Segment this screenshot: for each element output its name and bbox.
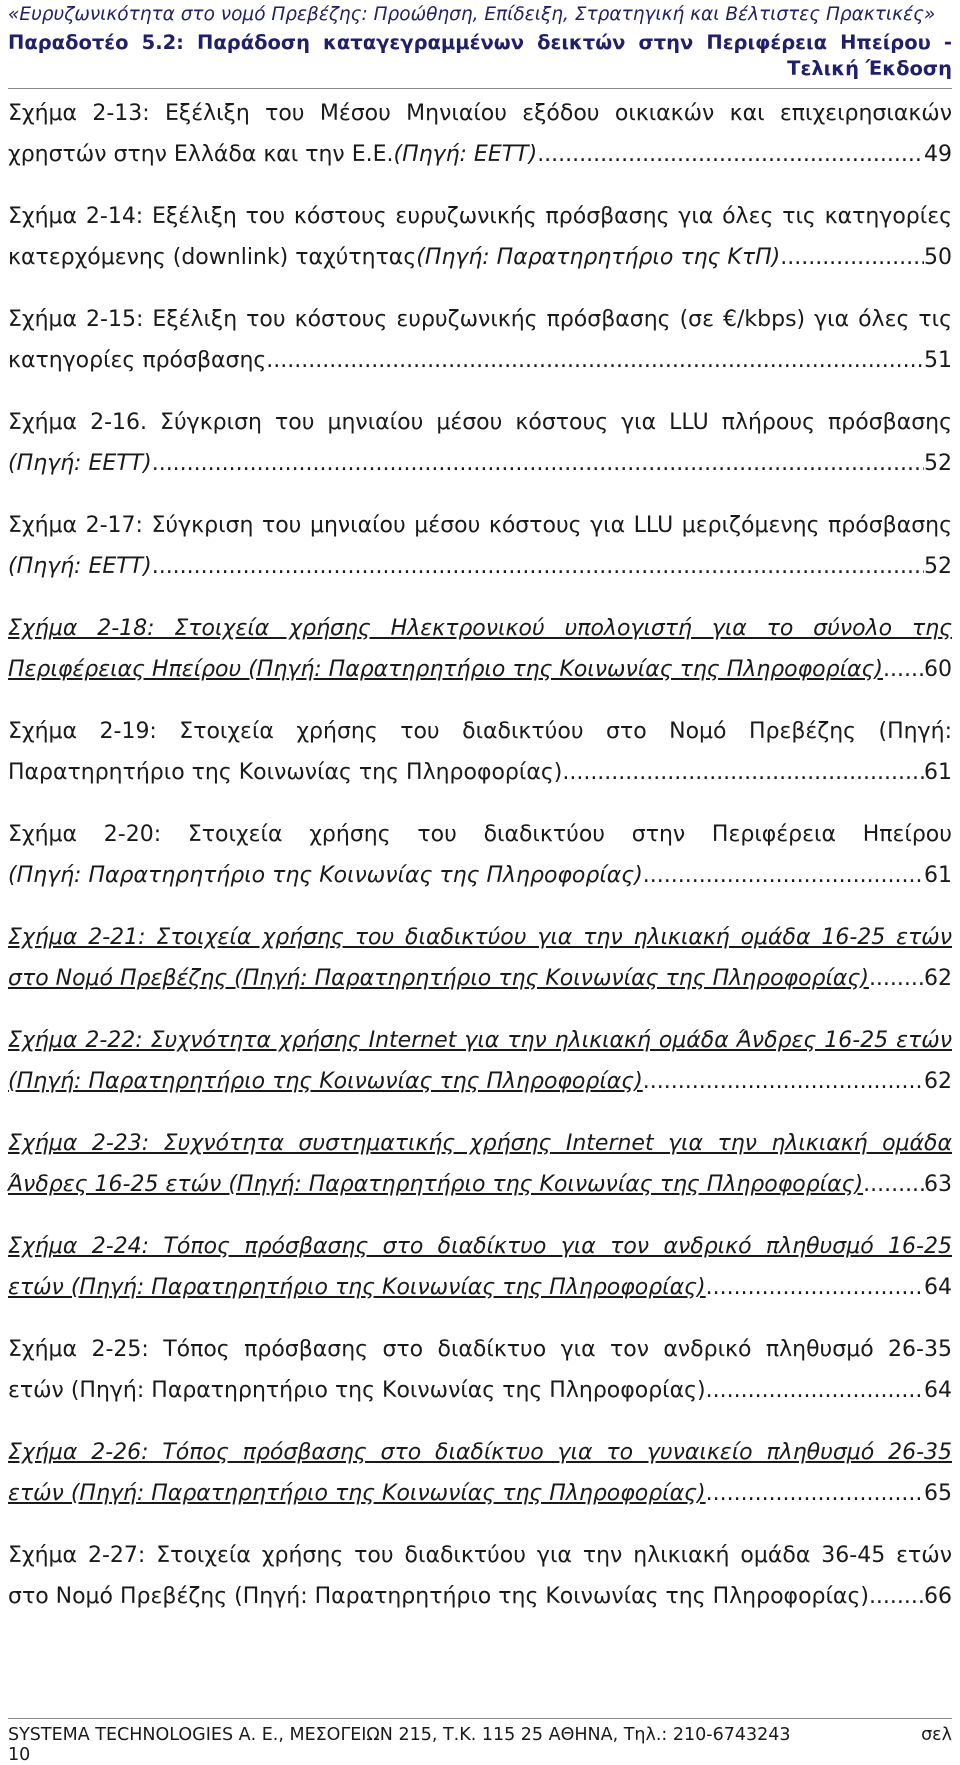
toc-entry-line — [8, 1123, 952, 1164]
toc-page-number[interactable]: 62 — [924, 966, 952, 991]
toc-entry-line — [8, 1432, 952, 1473]
footer-page-number: 10 — [8, 1745, 31, 1765]
toc-entry-caption: ετών (Πηγή: Παρατηρητήριο της Κοινωνίας της Πληροφορίας) — [8, 1275, 706, 1300]
toc-entry-last-line — [8, 1576, 952, 1617]
toc-entry[interactable] — [8, 196, 952, 278]
dot-leader — [537, 134, 924, 175]
table-of-figures — [8, 93, 952, 1638]
toc-entry-last-line — [8, 649, 952, 690]
toc-entry-source: (Πηγή: ΕΕΤΤ) — [8, 451, 152, 476]
deliverable-title: Παραδοτέο 5.2: Παράδοση καταγεγραμμένων δεικτών στην Περιφέρεια Ηπείρου - — [8, 31, 952, 54]
toc-entry-line — [8, 505, 952, 546]
dot-leader — [863, 1164, 924, 1205]
toc-entry-text: Σχήμα 2-15: Εξέλιξη του κόστους ευρυζωνικής πρόσβασης (σε €/kbps) για όλες τις — [8, 307, 952, 332]
toc-page-number[interactable]: 64 — [924, 1275, 952, 1300]
toc-entry-caption: (Πηγή: Παρατηρητήριο της Κοινωνίας της Πληροφορίας) — [8, 1069, 643, 1094]
document-title: «Ευρυζωνικότητα στο νομό Πρεβέζης: Προώθηση, Επίδειξη, Στρατηγική και Βέλτιστες Πρακτικές» — [8, 4, 936, 25]
toc-entry-caption: Άνδρες 16-25 ετών (Πηγή: Παρατηρητήριο της Κοινωνίας της Πληροφορίας) — [8, 1172, 864, 1197]
toc-entry-text: Σχήμα 2-18: Στοιχεία χρήσης Ηλεκτρονικού υπολογιστή για το σύνολο της — [8, 616, 952, 641]
toc-entry-last-line — [8, 443, 952, 484]
toc-entry[interactable] — [8, 299, 952, 381]
toc-page-number[interactable]: 61 — [924, 863, 952, 888]
toc-entry[interactable] — [8, 1020, 952, 1102]
toc-entry-last-line — [8, 1164, 952, 1205]
toc-entry-caption: ετών (Πηγή: Παρατηρητήριο της Κοινωνίας της Πληροφορίας) — [8, 1481, 706, 1506]
toc-entry[interactable] — [8, 93, 952, 175]
toc-entry[interactable] — [8, 1226, 952, 1308]
version-label: Τελική Έκδοση — [787, 57, 952, 80]
toc-entry-last-line — [8, 546, 952, 587]
toc-page-number[interactable]: 52 — [924, 554, 952, 579]
toc-entry-text: Σχήμα 2-21: Στοιχεία χρήσης του διαδικτύου για την ηλικιακή ομάδα 16-25 ετών — [8, 925, 952, 950]
toc-page-number[interactable]: 65 — [924, 1481, 952, 1506]
dot-leader — [780, 237, 924, 278]
toc-entry[interactable] — [8, 608, 952, 690]
toc-entry-last-line — [8, 855, 952, 896]
toc-entry-line — [8, 93, 952, 134]
toc-entry-line — [8, 711, 952, 752]
toc-page-number[interactable]: 62 — [924, 1069, 952, 1094]
footer-page-label: σελ — [921, 1725, 952, 1745]
toc-entry-text: Σχήμα 2-19: Στοιχεία χρήσης του διαδικτύου στο Νομό Πρεβέζης (Πηγή: — [8, 719, 952, 744]
toc-entry-last-line — [8, 1061, 952, 1102]
toc-entry-source: (Πηγή: ΕΕΤΤ) — [393, 142, 538, 167]
toc-entry-caption: κατηγορίες πρόσβασης — [8, 348, 267, 373]
toc-entry-line — [8, 1535, 952, 1576]
toc-entry-line — [8, 1020, 952, 1061]
dot-leader — [643, 1061, 924, 1102]
toc-page-number[interactable]: 51 — [924, 348, 952, 373]
toc-entry-text: Σχήμα 2-22: Συχνότητα χρήσης Internet για την ηλικιακή ομάδα Άνδρες 16-25 ετών — [8, 1028, 952, 1053]
toc-entry-text: Σχήμα 2-24: Τόπος πρόσβασης στο διαδίκτυο για τον ανδρικό πληθυσμό 16-25 — [8, 1234, 952, 1259]
toc-page-number[interactable]: 49 — [924, 142, 952, 167]
toc-entry-line — [8, 299, 952, 340]
toc-entry[interactable] — [8, 711, 952, 793]
toc-page-number[interactable]: 52 — [924, 451, 952, 476]
dot-leader — [883, 649, 924, 690]
toc-entry-last-line — [8, 1370, 952, 1411]
toc-entry-line — [8, 917, 952, 958]
toc-entry-source: (Πηγή: Παρατηρητήριο της ΚτΠ) — [416, 245, 781, 270]
toc-page-number[interactable]: 50 — [924, 245, 952, 270]
toc-entry-line — [8, 1329, 952, 1370]
dot-leader — [869, 958, 924, 999]
toc-entry[interactable] — [8, 1329, 952, 1411]
toc-entry-text: Σχήμα 2-23: Συχνότητα συστηματικής χρήσης Internet για την ηλικιακή ομάδα — [8, 1131, 952, 1156]
toc-entry[interactable] — [8, 1535, 952, 1617]
toc-entry-last-line — [8, 1473, 952, 1514]
toc-entry-last-line — [8, 340, 952, 381]
toc-page-number[interactable]: 64 — [924, 1378, 952, 1403]
toc-entry-line — [8, 1226, 952, 1267]
toc-page-number[interactable]: 61 — [924, 760, 952, 785]
toc-entry-line — [8, 196, 952, 237]
footer-company: SYSTEMA TECHNOLOGIES Α. Ε., ΜΕΣΟΓΕΙΩΝ 215, Τ.Κ. 115 25 ΑΘΗΝΑ, Τηλ.: 210-6743243 — [8, 1725, 791, 1745]
toc-entry-text: Σχήμα 2-14: Εξέλιξη του κόστους ευρυζωνικής πρόσβασης για όλες τις κατηγορίες — [8, 204, 952, 229]
dot-leader — [152, 546, 924, 587]
toc-entry-line — [8, 608, 952, 649]
toc-entry-line — [8, 814, 952, 855]
dot-leader — [562, 752, 924, 793]
toc-entry-text: Σχήμα 2-17: Σύγκριση του μηνιαίου μέσου κόστους για LLU μεριζόμενης πρόσβασης — [8, 513, 952, 538]
toc-entry-text: Σχήμα 2-25: Τόπος πρόσβασης στο διαδίκτυο για τον ανδρικό πληθυσμό 26-35 — [8, 1337, 952, 1362]
toc-entry[interactable] — [8, 505, 952, 587]
toc-entry[interactable] — [8, 1123, 952, 1205]
dot-leader — [706, 1370, 924, 1411]
dot-leader — [643, 855, 924, 896]
toc-entry[interactable] — [8, 402, 952, 484]
dot-leader — [266, 340, 924, 381]
toc-page-number[interactable]: 66 — [924, 1584, 952, 1609]
dot-leader — [706, 1473, 924, 1514]
toc-entry-source: (Πηγή: ΕΕΤΤ) — [8, 554, 152, 579]
dot-leader — [869, 1576, 924, 1617]
dot-leader — [152, 443, 924, 484]
toc-entry-caption: κατερχόμενης (downlink) ταχύτητας — [8, 245, 417, 270]
toc-entry-last-line — [8, 752, 952, 793]
toc-entry-line — [8, 402, 952, 443]
toc-page-number[interactable]: 60 — [924, 657, 952, 682]
toc-entry-last-line — [8, 958, 952, 999]
toc-entry-caption: στο Νομό Πρεβέζης (Πηγή: Παρατηρητήριο της Κοινωνίας της Πληροφορίας) — [8, 966, 869, 991]
toc-entry[interactable] — [8, 1432, 952, 1514]
toc-entry-caption: Παρατηρητήριο της Κοινωνίας της Πληροφορίας) — [8, 760, 563, 785]
page-header — [8, 2, 952, 83]
toc-entry-text: Σχήμα 2-16. Σύγκριση του μηνιαίου μέσου κόστους για LLU πλήρους πρόσβασης — [8, 410, 952, 435]
toc-entry[interactable] — [8, 917, 952, 999]
toc-page-number[interactable]: 63 — [924, 1172, 952, 1197]
toc-entry-caption: χρηστών στην Ελλάδα και την Ε.Ε. — [8, 142, 394, 167]
toc-entry-source: (Πηγή: Παρατηρητήριο της Κοινωνίας της Πληροφορίας) — [8, 863, 643, 888]
page-footer — [8, 1718, 952, 1765]
toc-entry-caption: Περιφέρειας Ηπείρου (Πηγή: Παρατηρητήριο της Κοινωνίας της Πληροφορίας) — [8, 657, 884, 682]
toc-entry-last-line — [8, 237, 952, 278]
toc-entry-text: Σχήμα 2-20: Στοιχεία χρήσης του διαδικτύου στην Περιφέρεια Ηπείρου — [8, 822, 952, 847]
toc-entry-last-line — [8, 1267, 952, 1308]
toc-entry-text: Σχήμα 2-13: Εξέλιξη του Μέσου Μηνιαίου εξόδου οικιακών και επιχειρησιακών — [8, 101, 952, 126]
toc-entry[interactable] — [8, 814, 952, 896]
header-divider — [8, 88, 952, 89]
toc-entry-caption: στο Νομό Πρεβέζης (Πηγή: Παρατηρητήριο της Κοινωνίας της Πληροφορίας) — [8, 1584, 869, 1609]
toc-entry-last-line — [8, 134, 952, 175]
dot-leader — [706, 1267, 924, 1308]
toc-entry-caption: ετών (Πηγή: Παρατηρητήριο της Κοινωνίας της Πληροφορίας) — [8, 1378, 706, 1403]
toc-entry-text: Σχήμα 2-26: Τόπος πρόσβασης στο διαδίκτυο για το γυναικείο πληθυσμό 26-35 — [8, 1440, 952, 1465]
toc-entry-text: Σχήμα 2-27: Στοιχεία χρήσης του διαδικτύου για την ηλικιακή ομάδα 36-45 ετών — [8, 1543, 952, 1568]
